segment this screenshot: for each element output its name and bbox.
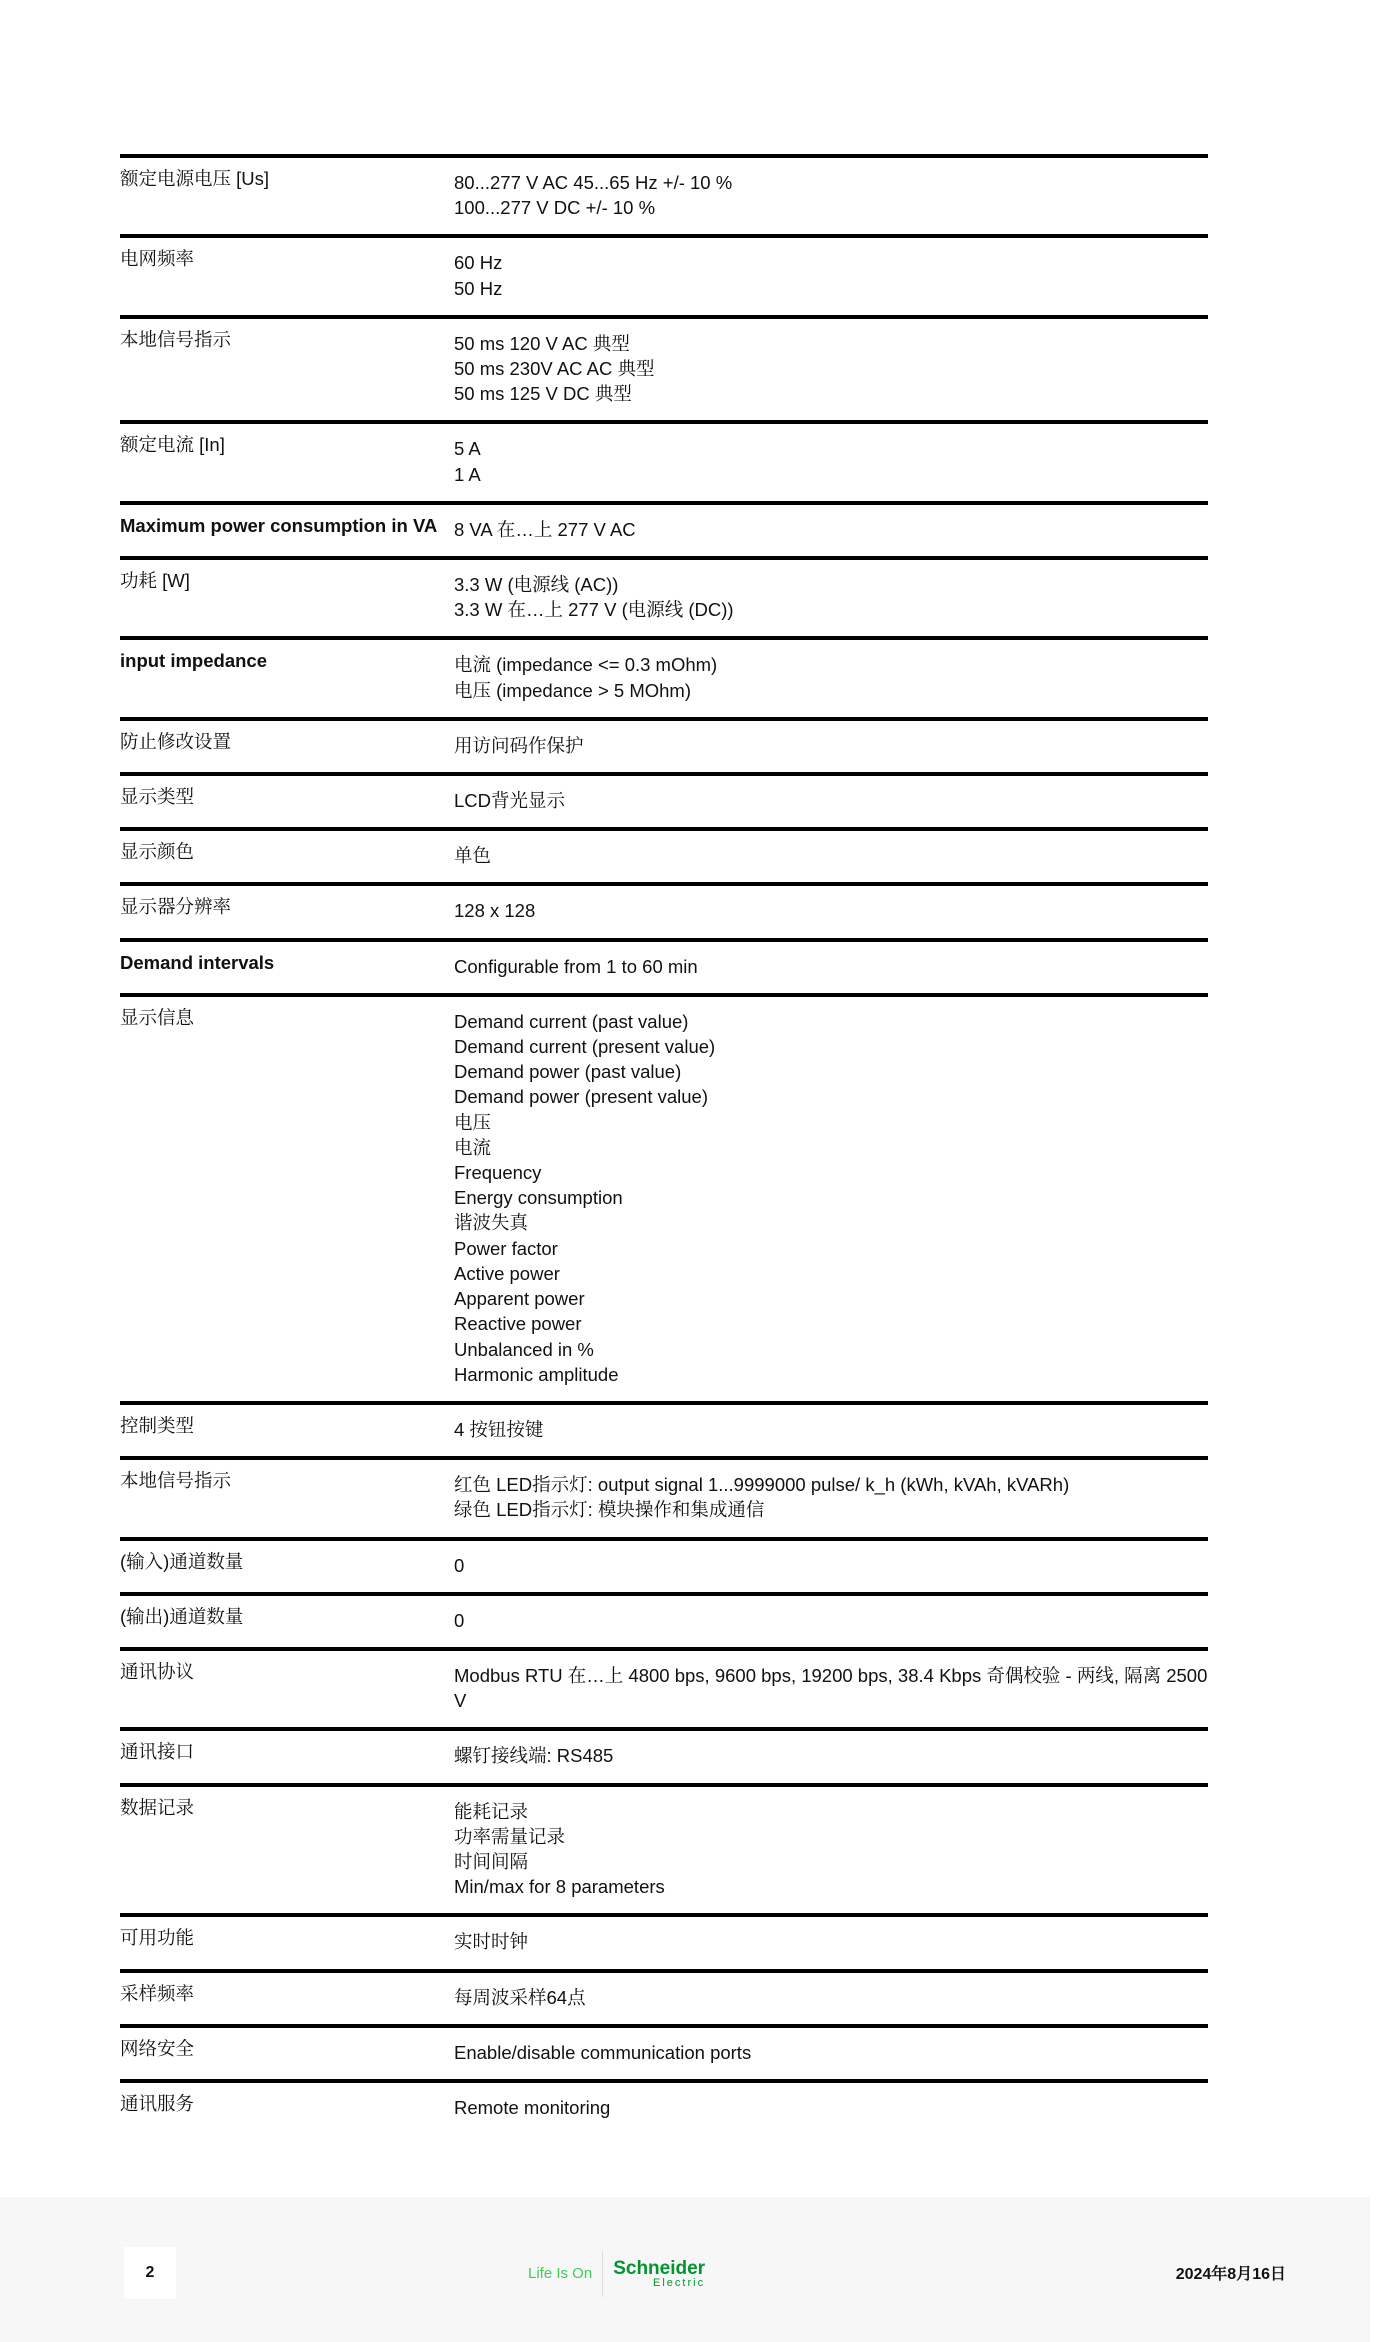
spec-value-line: Demand current (past value) [454,1010,689,1032]
spec-row [120,2024,1208,2079]
spec-value-line: Reactive power [454,1313,582,1335]
spec-row [120,772,1208,827]
spec-value-line: Demand power (present value) [454,1086,708,1108]
spec-value [454,1917,1208,1968]
spec-value-line: 电压 [454,1111,492,1133]
spec-value-line: Configurable from 1 to 60 min [454,955,698,977]
spec-row [120,1913,1208,1968]
brand-electric: Electric [653,2277,706,2289]
spec-value-line: 0 [454,1554,465,1576]
spec-value-line: 60 Hz [454,252,503,274]
spec-label: input impedance [120,650,267,672]
spec-row [120,938,1208,993]
spec-label: 显示颜色 [120,841,195,863]
spec-value-line: Modbus RTU 在…上 4800 bps, 9600 bps, 19200 bps, 38.4 Kbps 奇偶校验 - 两线, 隔离 2500 V [454,1664,1208,1712]
spec-value [454,831,1208,882]
spec-value-line: 5 A [454,438,481,460]
spec-label: 采样频率 [120,1982,195,2004]
spec-value-line: Energy consumption [454,1187,623,1209]
spec-row [120,882,1208,937]
spec-value [454,505,1208,556]
spec-row [120,827,1208,882]
spec-label: (输入)通道数量 [120,1550,244,1572]
spec-label: 数据记录 [120,1796,195,1818]
spec-row [120,154,1208,234]
spec-row [120,234,1208,314]
spec-row [120,420,1208,500]
spec-row [120,1456,1208,1536]
spec-value [454,158,1208,234]
spec-label: 防止修改设置 [120,730,232,752]
spec-value-line: 绿色 LED指示灯: 模块操作和集成通信 [454,1499,765,1521]
spec-row [120,1969,1208,2024]
spec-value-line: 电流 [454,1136,492,1158]
spec-label: 本地信号指示 [120,1470,232,1492]
spec-value-line: 4 按钮按键 [454,1418,544,1440]
life-is-on-tagline: Life Is On [528,2251,603,2297]
spec-row [120,1401,1208,1456]
spec-value-line: 功率需量记录 [454,1825,566,1847]
spec-row [120,636,1208,716]
spec-value-line: 80...277 V AC 45...65 Hz +/- 10 % [454,172,733,193]
spec-value-line: 100...277 V DC +/- 10 % [454,197,656,219]
spec-value-line: 每周波采样64点 [454,1986,586,2008]
spec-value-line: 3.3 W (电源线 (AC)) [454,574,619,596]
spec-row [120,501,1208,556]
schneider-logo [528,2251,705,2297]
spec-value-line: 3.3 W 在…上 277 V (电源线 (DC)) [454,599,734,621]
spec-value [454,2083,1208,2134]
spec-label: Demand intervals [120,951,275,973]
spec-value [454,424,1208,500]
spec-value-line: 50 ms 230V AC AC 典型 [454,358,655,380]
spec-value [454,942,1208,993]
spec-row [120,1647,1208,1727]
spec-row [120,1783,1208,1914]
page-footer [0,2197,1370,2342]
spec-value [454,1596,1208,1647]
spec-label: 通讯服务 [120,2092,195,2114]
spec-value-line: LCD背光显示 [454,790,566,812]
spec-value [454,319,1208,421]
spec-row [120,2079,1208,2134]
spec-value [454,1787,1208,1914]
spec-label: 网络安全 [120,2037,195,2059]
spec-row [120,1592,1208,1647]
brand-schneider: Schneider [613,2258,706,2279]
spec-value-line: 单色 [454,845,492,867]
spec-value-line: 谐波失真 [454,1212,529,1234]
spec-value-line: Apparent power [454,1288,585,1310]
spec-value-line: 128 x 128 [454,900,536,922]
spec-label: 本地信号指示 [120,328,232,350]
spec-label: 可用功能 [120,1927,195,1949]
spec-label: 额定电流 [In] [120,434,225,456]
spec-label: 显示器分辨率 [120,896,232,918]
spec-value-line: Enable/disable communication ports [454,2041,752,2063]
spec-value-line: 能耗记录 [454,1800,529,1822]
spec-value-line: 螺钉接线端: RS485 [454,1745,614,1767]
brand-name [603,2259,705,2289]
spec-label: 功耗 [W] [120,570,190,592]
spec-value-line: 1 A [454,463,481,485]
spec-value [454,1541,1208,1592]
spec-label: 电网频率 [120,248,195,270]
spec-value [454,238,1208,314]
spec-label: 显示类型 [120,786,195,808]
spec-value-line: 实时时钟 [454,1931,529,1953]
spec-label: 控制类型 [120,1414,195,1436]
spec-value-line: 用访问码作保护 [454,734,584,756]
spec-value-line: 50 ms 125 V DC 典型 [454,383,632,405]
spec-value-line: 8 VA 在…上 277 V AC [454,518,636,540]
spec-value-line: 50 ms 120 V AC 典型 [454,332,630,354]
spec-value-line: Power factor [454,1237,558,1259]
spec-value [454,2028,1208,2079]
page-number: 2 [124,2247,176,2299]
spec-value [454,886,1208,937]
spec-value [454,640,1208,716]
spec-value-line: Demand power (past value) [454,1061,682,1083]
spec-value-line: Demand current (present value) [454,1036,716,1058]
document-date: 2024年8月16日 [1175,2266,1286,2283]
spec-row [120,556,1208,636]
spec-value [454,1405,1208,1456]
spec-value-line: 50 Hz [454,277,503,299]
spec-value [454,721,1208,772]
spec-label: (输出)通道数量 [120,1605,244,1627]
spec-row [120,1537,1208,1592]
spec-value-line: Active power [454,1262,560,1284]
spec-value-line: 电流 (impedance <= 0.3 mOhm) [454,654,718,676]
spec-value [454,776,1208,827]
spec-value [454,1460,1208,1536]
spec-value-line: 0 [454,1609,465,1631]
spec-label: 显示信息 [120,1006,195,1028]
spec-value-line: Unbalanced in % [454,1338,594,1360]
spec-value-line: Remote monitoring [454,2096,611,2118]
spec-value-line: 红色 LED指示灯: output signal 1...9999000 pulse/ k_h (kWh, kVAh, kVARh) [454,1474,1070,1496]
spec-label: 额定电源电压 [Us] [120,168,270,189]
spec-row [120,1727,1208,1782]
spec-value-line: Frequency [454,1162,542,1184]
spec-table [120,154,1208,2134]
spec-value [454,560,1208,636]
spec-value-line: Min/max for 8 parameters [454,1876,665,1898]
spec-value-line: Harmonic amplitude [454,1363,619,1385]
spec-row [120,717,1208,772]
spec-value [454,1731,1208,1782]
spec-value [454,1651,1208,1727]
spec-value [454,1973,1208,2024]
spec-label: 通讯协议 [120,1660,195,1682]
spec-value [454,997,1208,1401]
spec-label: Maximum power consumption in VA [120,514,438,536]
spec-value-line: 电压 (impedance > 5 MOhm) [454,679,691,701]
spec-row [120,993,1208,1401]
spec-value-line: 时间间隔 [454,1850,529,1872]
spec-row [120,315,1208,421]
spec-label: 通讯接口 [120,1741,195,1763]
